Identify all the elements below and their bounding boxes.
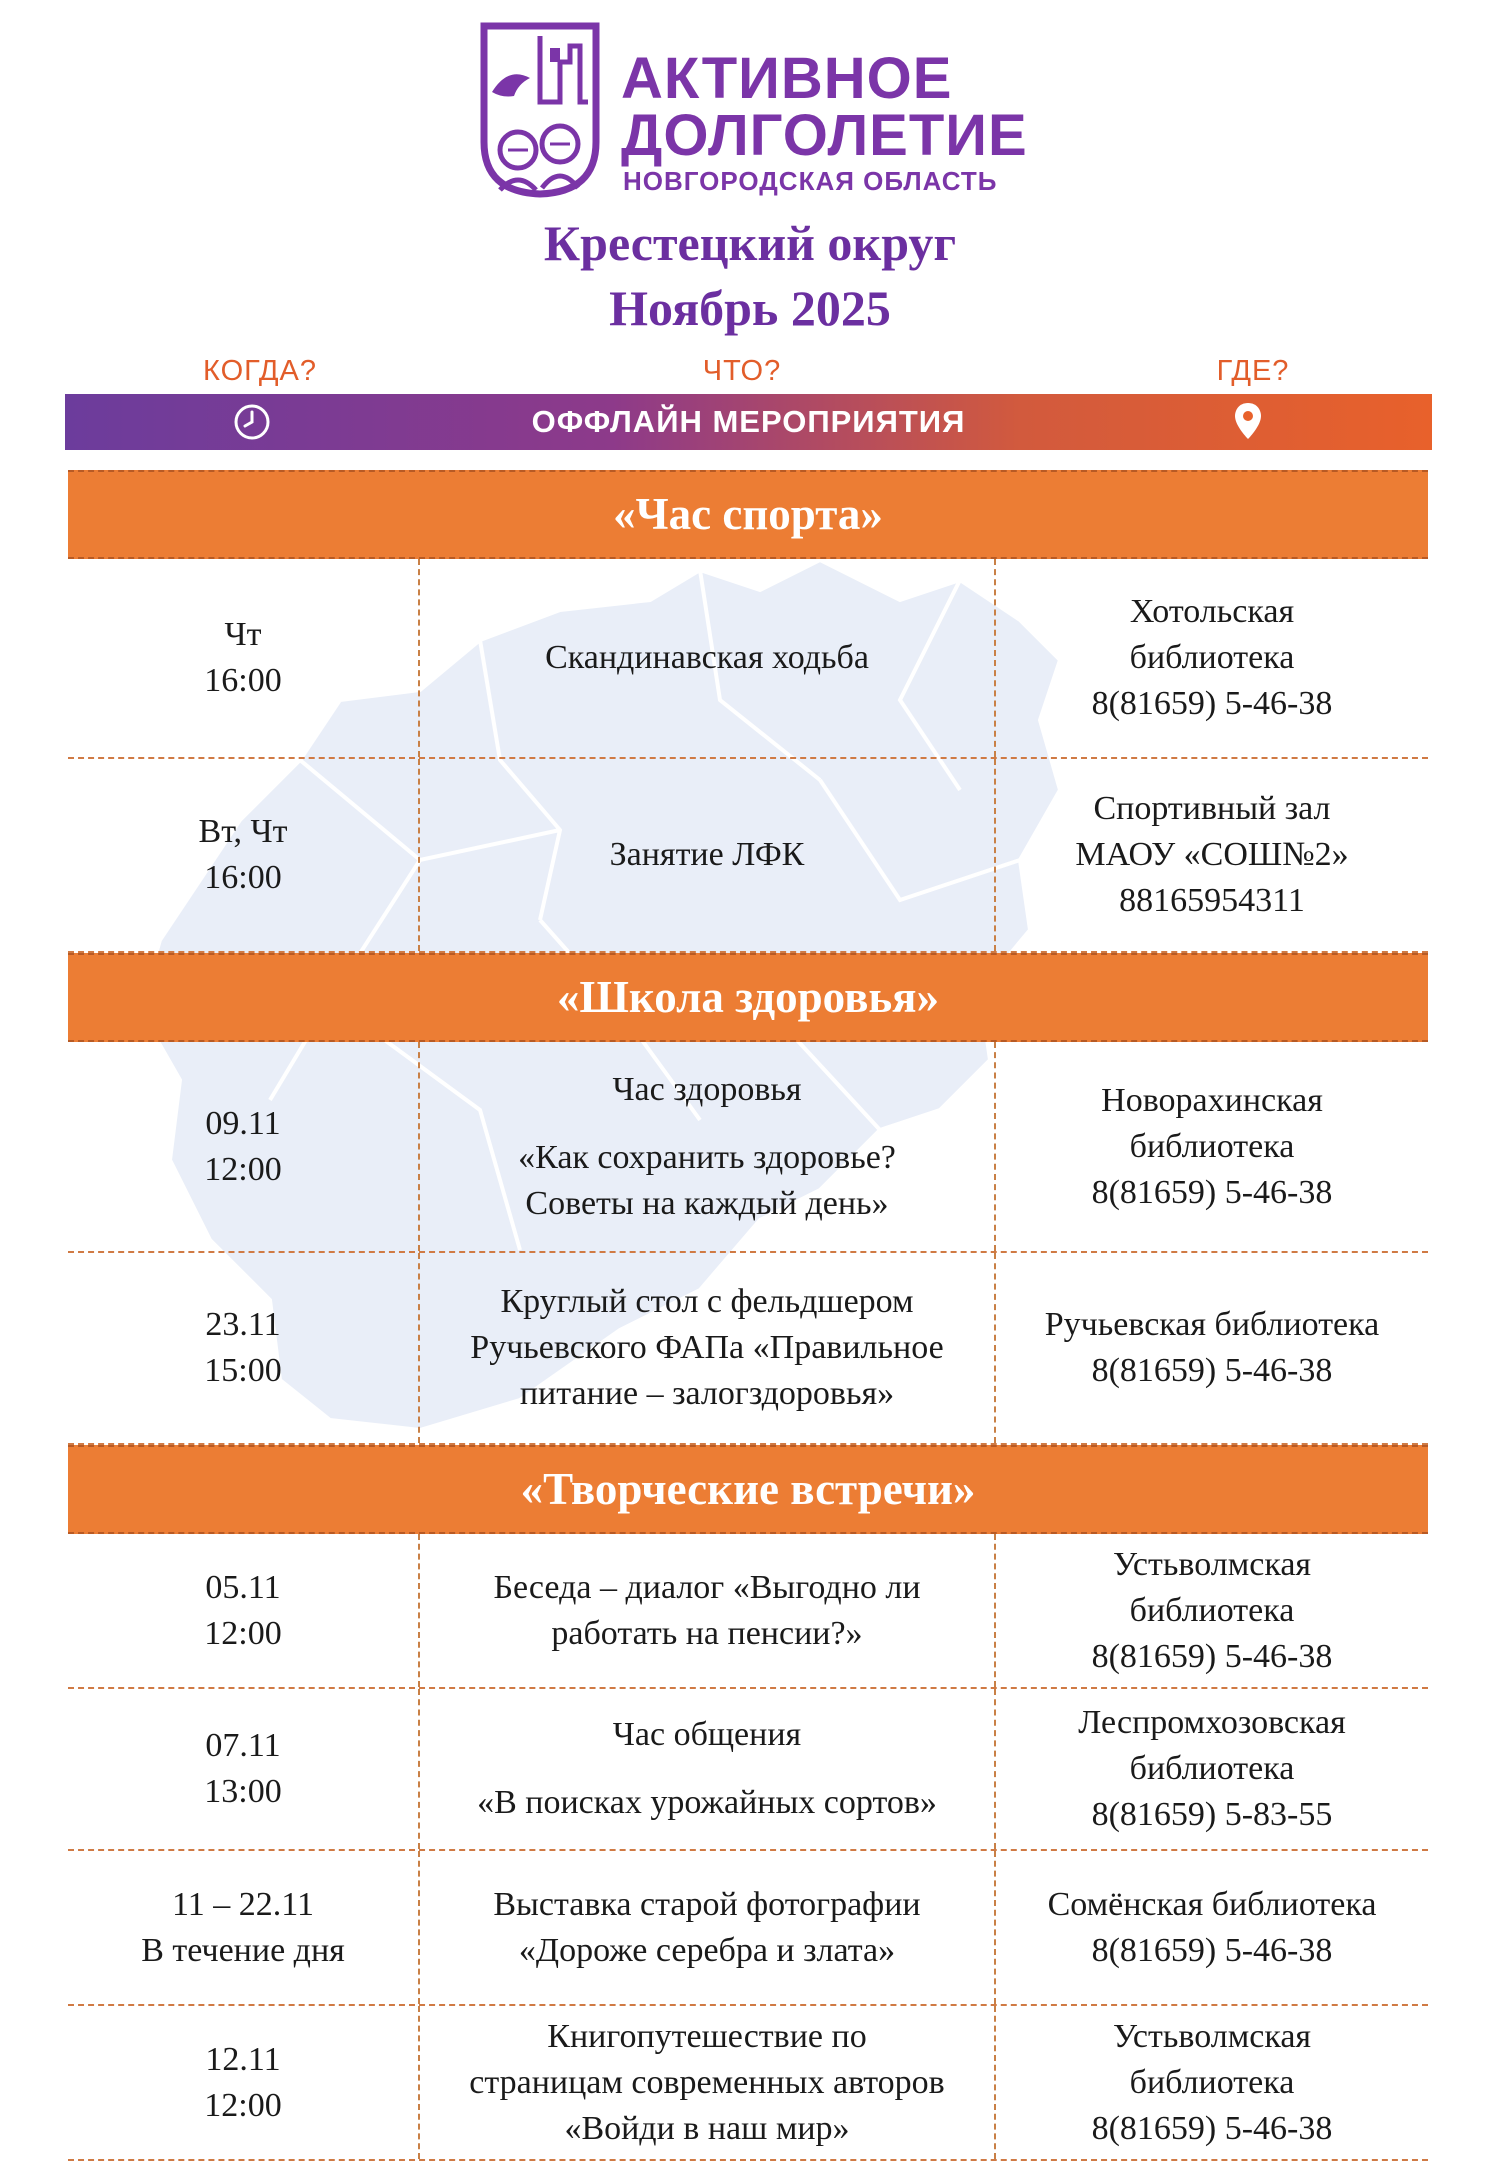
cell-when: [68, 1851, 420, 2004]
table-row: [68, 759, 1428, 953]
cell-when: [68, 1689, 420, 1849]
cell-when: [68, 1042, 420, 1251]
cell-line: библиотека: [1129, 639, 1295, 676]
cell-line: Спортивный зал: [1093, 790, 1331, 827]
cell-line: Леспромхозовская: [1078, 1704, 1346, 1741]
location-pin-icon: [1233, 401, 1263, 441]
cell-line: Советы на каждый день»: [525, 1184, 889, 1222]
cell-line: библиотека: [1129, 2063, 1295, 2101]
cell-line: «Войди в наш мир»: [564, 2109, 850, 2147]
cell-line: 23.11: [205, 1306, 281, 1343]
section-header-sport-hour: «Час спорта»: [68, 470, 1428, 559]
page-title-month: Ноябрь 2025: [609, 280, 891, 336]
cell-line: Беседа – диалог «Выгодно ли: [493, 1568, 921, 1606]
cell-when: [68, 1534, 420, 1687]
cell-line: Час общения: [612, 1716, 802, 1753]
cell-what: [420, 1689, 996, 1849]
cell-where: [996, 759, 1428, 951]
cell-where: [996, 1534, 1428, 1687]
cell-what: [420, 2006, 996, 2159]
cell-what: [420, 1253, 996, 1443]
cell-line: МАОУ «СОШ№2»: [1075, 836, 1349, 873]
section-header-health-school: «Школа здоровья»: [68, 953, 1428, 1042]
cell-line: 16:00: [204, 662, 282, 699]
cell-line: Выставка старой фотографии: [493, 1885, 921, 1923]
section-header-creative-meetings: «Творческие встречи»: [68, 1445, 1428, 1534]
label-what: ЧТО?: [702, 355, 782, 387]
cell-line: Час здоровья: [612, 1070, 802, 1108]
cell-line: 05.11: [205, 1568, 281, 1606]
cell-line: библиотека: [1129, 1750, 1295, 1787]
cell-line: Устьволмская: [1112, 2017, 1312, 2055]
schedule-table: [68, 470, 1428, 2161]
cell-line: 12:00: [204, 1614, 282, 1652]
cell-when: [68, 2006, 420, 2159]
brand-line-3: НОВГОРОДСКАЯ ОБЛАСТЬ: [623, 166, 998, 196]
cell-line: Сомёнская библиотека: [1047, 1885, 1377, 1923]
cell-line: работать на пенсии?»: [551, 1614, 863, 1652]
cell-line: библиотека: [1129, 1591, 1295, 1629]
cell-line: 12:00: [204, 1150, 282, 1188]
cell-line: Занятие ЛФК: [609, 836, 805, 873]
clock-icon: [233, 403, 271, 441]
cell-when: [68, 759, 420, 951]
brand-line-2: ДОЛГОЛЕТИЕ: [621, 103, 1028, 168]
cell-where: [996, 1253, 1428, 1443]
brand-emblem-icon: [478, 22, 602, 198]
cell-line: Ручьевского ФАПа «Правильное: [470, 1329, 944, 1366]
cell-line: 8(81659) 5-46-38: [1091, 1352, 1333, 1389]
table-row: [68, 1689, 1428, 1851]
label-when: КОГДА?: [203, 355, 317, 387]
cell-line: 8(81659) 5-83-55: [1091, 1796, 1333, 1833]
cell-line: страницам современных авторов: [469, 2063, 945, 2101]
cell-line: «Как сохранить здоровье?: [518, 1138, 896, 1176]
cell-line: Устьволмская: [1112, 1545, 1312, 1583]
cell-line: Ручьевская библиотека: [1044, 1306, 1380, 1343]
cell-when: [68, 1253, 420, 1443]
table-row: [68, 559, 1428, 759]
table-row: [68, 2006, 1428, 2161]
cell-line: 8(81659) 5-46-38: [1091, 1931, 1333, 1969]
cell-when: [68, 559, 420, 757]
cell-what: [420, 1534, 996, 1687]
cell-line: 8(81659) 5-46-38: [1091, 2109, 1333, 2147]
cell-line: Чт: [224, 616, 262, 653]
table-row: [68, 1253, 1428, 1445]
brand-line-1: АКТИВНОЕ: [621, 46, 953, 111]
table-row: [68, 1534, 1428, 1689]
cell-line: 09.11: [205, 1104, 281, 1142]
cell-line: 12:00: [204, 2086, 282, 2124]
label-where: ГДЕ?: [1216, 355, 1290, 387]
cell-line: 12.11: [205, 2040, 281, 2078]
cell-what: [420, 1851, 996, 2004]
cell-what: [420, 759, 996, 951]
cell-what: [420, 559, 996, 757]
cell-where: [996, 1042, 1428, 1251]
cell-what: [420, 1042, 996, 1251]
cell-line: библиотека: [1129, 1127, 1295, 1165]
cell-line: Книгопутешествие по: [547, 2017, 867, 2055]
band-title: ОФФЛАЙН МЕРОПРИЯТИЯ: [531, 404, 966, 439]
cell-line: 11 – 22.11: [172, 1885, 314, 1923]
page-title-district: Крестецкий округ: [543, 215, 957, 271]
cell-line: Круглый стол с фельдшером: [500, 1283, 914, 1320]
offline-events-band: [65, 394, 1432, 450]
brand-logo: [478, 22, 1028, 198]
cell-line: Хотольская: [1129, 593, 1295, 630]
cell-line: питание – залогздоровья»: [519, 1375, 895, 1412]
cell-line: Новорахинская: [1101, 1081, 1323, 1119]
cell-line: 8(81659) 5-46-38: [1091, 1637, 1333, 1675]
cell-line: «В поисках урожайных сортов»: [477, 1784, 937, 1821]
cell-line: 88165954311: [1119, 882, 1305, 919]
cell-where: [996, 559, 1428, 757]
cell-line: 8(81659) 5-46-38: [1091, 685, 1333, 722]
cell-line: Скандинавская ходьба: [545, 639, 869, 676]
cell-line: 16:00: [204, 859, 282, 896]
table-row: [68, 1851, 1428, 2006]
cell-line: 13:00: [204, 1773, 282, 1810]
cell-line: Вт, Чт: [198, 813, 288, 850]
cell-where: [996, 1689, 1428, 1849]
cell-line: 07.11: [205, 1727, 281, 1764]
cell-line: В течение дня: [141, 1931, 345, 1969]
cell-line: 15:00: [204, 1352, 282, 1389]
table-row: [68, 1042, 1428, 1253]
cell-where: [996, 1851, 1428, 2004]
cell-line: 8(81659) 5-46-38: [1091, 1173, 1333, 1211]
cell-line: «Дороже серебра и злата»: [518, 1931, 896, 1969]
cell-where: [996, 2006, 1428, 2159]
